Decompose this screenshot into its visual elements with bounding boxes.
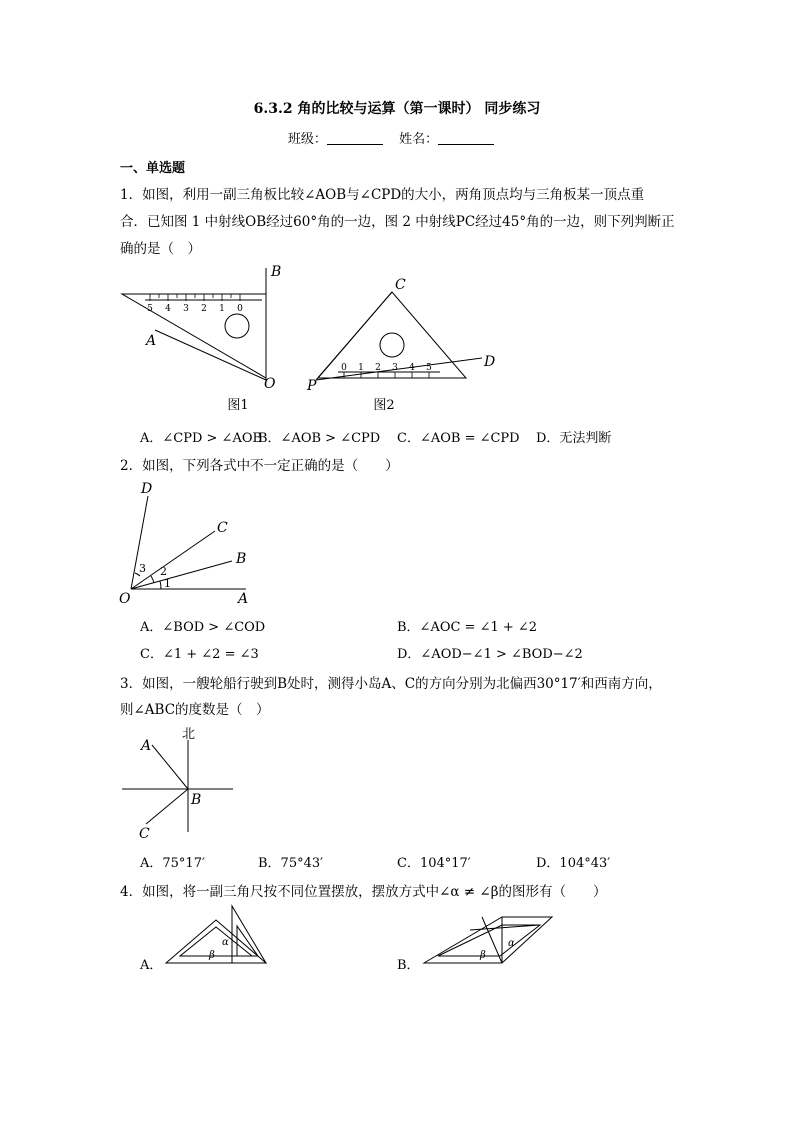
q1-line2: 合．已知图 1 中射线OB经过60°角的一边，图 2 中射线PC经过45°角的一边，则下列判断正 bbox=[120, 214, 675, 230]
fig1-tick-label: 3 bbox=[183, 304, 189, 314]
q1-line1: 1．如图，利用一副三角板比较∠AOB与∠CPD的大小，两角顶点均与三角板某一顶点重 bbox=[120, 187, 645, 203]
q4b-alpha: α bbox=[508, 938, 515, 949]
q2-option-c[interactable]: C．∠1 + ∠2 = ∠3 bbox=[140, 647, 259, 662]
q3-option-b[interactable]: B．75°43′ bbox=[258, 856, 324, 871]
q3-line2: 则∠ABC的度数是（ ） bbox=[120, 702, 270, 718]
q3-label-A: A bbox=[141, 738, 152, 754]
fig1-tick-label: 4 bbox=[165, 304, 171, 314]
q3-label-north: 北 bbox=[182, 727, 196, 742]
fig2-label-D: D bbox=[484, 354, 496, 370]
q3-label-C: C bbox=[139, 826, 150, 842]
fig2-tick-label: 3 bbox=[392, 363, 398, 373]
q2-option-b[interactable]: B．∠AOC = ∠1 + ∠2 bbox=[397, 620, 538, 635]
fig2-label-C: C bbox=[395, 277, 406, 293]
q4b-inner-shape bbox=[438, 925, 540, 956]
q1-line3: 确的是（ ） bbox=[120, 241, 201, 257]
q3-line1: 3．如图，一艘轮船行驶到B处时，测得小岛A、C的方向分别为北偏西30°17′和西南方向， bbox=[120, 676, 662, 692]
fig2-caption: 图2 bbox=[373, 398, 395, 413]
q4-stem: 4．如图，将一副三角尺按不同位置摆放，摆放方式中∠α ≠ ∠β的图形有（ ） bbox=[120, 884, 607, 900]
q2-label-C: C bbox=[217, 520, 228, 536]
page-title: 6.3.2 角的比较与运算（第一课时） 同步练习 bbox=[253, 101, 541, 117]
q1-option-b[interactable]: B．∠AOB > ∠CPD bbox=[258, 431, 381, 446]
fig1-tick-label: 5 bbox=[147, 304, 153, 314]
q2-label-3: 3 bbox=[139, 562, 146, 575]
q2-option-a[interactable]: A．∠BOD > ∠COD bbox=[140, 620, 266, 635]
q2-label-O: O bbox=[119, 591, 131, 607]
section-heading: 一、单选题 bbox=[120, 161, 186, 176]
name-label: 姓名： bbox=[399, 132, 439, 147]
q2-stem: 2．如图，下列各式中不一定正确的是（ ） bbox=[120, 458, 399, 474]
q2-label-1: 1 bbox=[164, 577, 171, 590]
fig2-tick-label: 4 bbox=[409, 363, 415, 373]
q3-option-d[interactable]: D．104°43′ bbox=[536, 856, 611, 871]
q4b-line-2 bbox=[470, 925, 540, 930]
q2-label-A: A bbox=[238, 591, 249, 607]
fig1-label-B: B bbox=[271, 264, 282, 280]
fig1-label-A: A bbox=[146, 333, 157, 349]
fig1-tick-label: 0 bbox=[237, 304, 243, 314]
q2-option-d[interactable]: D．∠AOD−∠1 > ∠BOD−∠2 bbox=[397, 647, 583, 662]
q1-option-a[interactable]: A．∠CPD > ∠AOB bbox=[140, 431, 263, 446]
q2-label-2: 2 bbox=[160, 565, 167, 578]
q1-option-d[interactable]: D．无法判断 bbox=[536, 431, 612, 446]
q4a-beta: β bbox=[209, 950, 215, 961]
fig2-label-P: P bbox=[307, 378, 317, 394]
fig1-tick-label: 2 bbox=[201, 304, 207, 314]
fig1-caption: 图1 bbox=[227, 398, 249, 413]
fig2-tick-label: 5 bbox=[426, 363, 432, 373]
q4b-beta: β bbox=[480, 950, 486, 961]
fig2-tick-label: 2 bbox=[375, 363, 381, 373]
q3-option-c[interactable]: C．104°17′ bbox=[397, 856, 471, 871]
class-label: 班级： bbox=[287, 132, 327, 147]
fig2-tick-label: 0 bbox=[341, 363, 347, 373]
q4-figure-b bbox=[424, 917, 552, 963]
q4a-alpha: α bbox=[222, 937, 229, 948]
fig1-label-O: O bbox=[264, 376, 276, 392]
q3-option-a[interactable]: A．75°17′ bbox=[140, 856, 205, 871]
q4-option-b[interactable]: B． bbox=[397, 958, 420, 973]
q2-label-D: D bbox=[141, 481, 153, 497]
q4-option-a[interactable]: A． bbox=[140, 958, 163, 973]
q1-option-c[interactable]: C．∠AOB = ∠CPD bbox=[397, 431, 520, 446]
fig2-tick-label: 1 bbox=[358, 363, 364, 373]
q4-figure-a bbox=[166, 906, 266, 963]
fig1-tick-label: 1 bbox=[219, 304, 225, 314]
q3-label-B: B bbox=[191, 792, 202, 808]
q2-label-B: B bbox=[236, 551, 247, 567]
